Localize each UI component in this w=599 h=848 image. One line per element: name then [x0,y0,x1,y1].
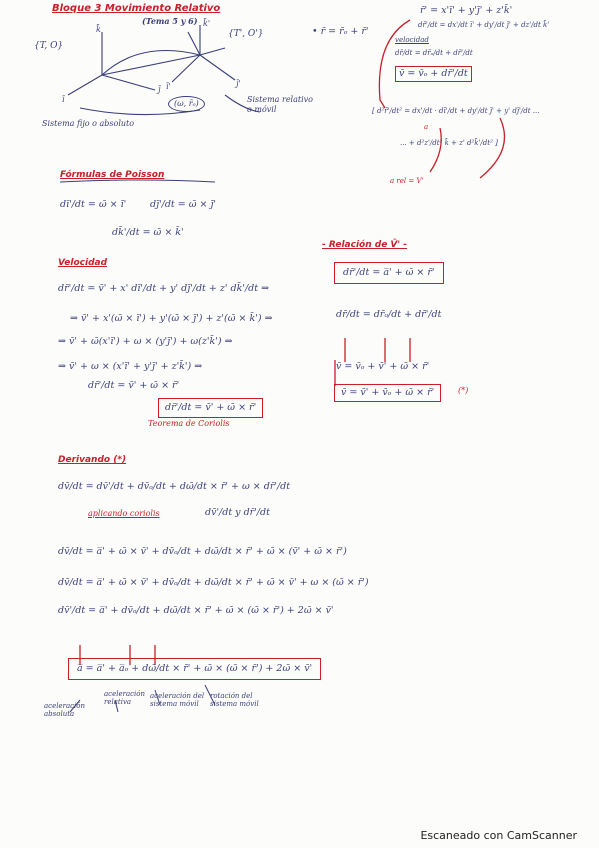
fixed-frame-label: {T, O} [34,41,64,51]
poisson-eq3: dk̄'/dt = ω̄ × k̄' [112,227,184,238]
derivando-line-3: dv̄/dt = a̅' + ω̄ × v̄' + dv̄ₒ/dt + dω̄/dt × r̄' + ω̄ × v̄' + ω × (ω̄ × r̄') [58,577,369,588]
axis-i2-line [172,55,200,82]
red-arrow-a [430,128,441,172]
omega-box: (ω, r̄ₒ) [168,96,205,112]
velocidad-title: Velocidad [58,258,108,268]
trajectory-curve [102,51,200,76]
note-rotacion: rotación del sistema móvil [210,692,259,709]
expand-line-1: [ d²r̄'/dt² = dx'/dt · dī'/dt + dy'/dt j̄' + y' dj̄'/dt ... [372,107,540,115]
v-eq: v̄ = v̄ₒ + dr̄'/dt [395,66,472,82]
relacion-mid: dr̄/dt = dr̄ₒ/dt + dr̄'/dt [336,309,442,320]
axis-k-label: k̄ [96,25,101,34]
derivando-final-boxed: a̅ = a̅' + a̅ₒ + dω̄/dt × r̄' + ω̄ × (ω̄ × r̄') + 2ω̄ × v̄' [68,658,321,680]
note-relativa: aceleración relativa [104,690,146,707]
teorema-label: Teorema de Coriolis [148,419,230,428]
aplicando-label: aplicando coriolis [88,509,160,518]
axis-extra-line [200,48,225,55]
axis-j-line [102,75,155,90]
aplicando-eq: dv̄'/dt y dr̄'/dt [205,507,270,518]
velocidad-line-1: dr̄'/dt = v̄' + x' dī'/dt + y' dj̄'/dt + z' dk̄'/dt ⇒ [58,283,270,294]
axis-i2-label: ī' [166,82,171,91]
relacion-title: - Relación de V̄' - [322,240,408,250]
scanner-watermark: Escaneado con CamScanner [420,829,577,842]
relacion-mark: (*) [458,386,469,395]
derivando-title: Derivando (*) [58,455,127,465]
omega-line [188,32,200,55]
velocidad-line-5: dr̄'/dt = v̄' + ω̄ × r̄' [88,380,180,391]
axis-i-label: ī [62,95,65,104]
note-sistema-movil: aceleración del sistema móvil [150,692,205,709]
label-vrel: a rel = V' [390,177,424,185]
axis-i-line [68,75,102,95]
velocidad-label: velocidad [395,36,429,44]
coriolis-boxed-eq: dr̄'/dt = v̄' + ω̄ × r̄' [158,398,263,418]
velocidad-line-4: ⇒ v̄' + ω × (x'ī' + y'j̄' + z'k̄') ⇒ [58,361,203,372]
axis-k2-label: k̄' [203,19,211,28]
poisson-eq2: dj̄'/dt = ω̄ × j̄' [150,199,217,210]
page-title: Bloque 3 Movimiento Relativo [52,3,221,14]
derivando-line-4: dv̄'/dt = a̅' + dv̄ₒ/dt + dω̄/dt × r̄' + ω̄ × (ω̄ × r̄') + 2ω̄ × v̄' [58,605,334,616]
velocidad-line-2: ⇒ v̄' + x'(ω̄ × ī') + y'(ω̄ × j̄') + z'(ω̄ × k̄') ⇒ [70,313,273,324]
moving-caption: Sistema relativo o móvil [247,95,313,114]
axis-j2-line [200,55,235,80]
relacion-boxed-bottom: v̄ = v̄' + v̄ₒ + ω̄ × r̄' [334,384,441,402]
poisson-eq1: dī'/dt = ω̄ × ī' [60,199,127,210]
dr-prime-eq: dr̄'/dt = dx'/dt ī' + dy'/dt j̄' + dz'/dt k̄' [418,21,550,29]
derivando-line-1: dv̄/dt = dv̄'/dt + dv̄ₒ/dt + dω̄/dt × r̄' + ω × dr̄'/dt [58,481,291,492]
r-sum-eq: • r̄ = r̄ₒ + r̄' [312,26,369,37]
relacion-boxed-top: dr̄'/dt = a̅' + ω̄ × r̄' [334,262,444,284]
expand-line-2: ... + d²z'/dt² k̄ + z' d²k̄'/dt² ] [400,139,498,147]
red-arrow-b [480,118,505,178]
r-prime-eq: r̄' = x'ī' + y'j̄' + z'k̄' [420,5,513,16]
page-subtitle: (Tema 5 y 6) [142,16,198,26]
axis-j2-label: j̄' [236,79,241,88]
fixed-caption: Sistema fijo o absoluto [42,119,135,128]
velocidad-line-3: ⇒ v̄' + ω̄(x'ī') + ω × (y'j̄') + ω(z'k̄') ⇒ [58,336,233,347]
moving-frame-label: {T', O'} [228,29,264,39]
dr-eq: dr̄/dt = dr̄ₒ/dt + dr̄'/dt [395,49,473,57]
poisson-underline [60,180,215,182]
note-absoluta: aceleración absoluta [44,702,86,719]
relacion-v-line: v̄ = v̄ₒ + v̄' + ω̄ × r̄' [336,361,430,372]
axis-j-label: j̄ [158,85,161,94]
position-vector [102,55,200,75]
red-arrow-top [379,20,410,108]
poisson-title: Fórmulas de Poisson [60,170,165,180]
derivando-line-2: dv̄/dt = a̅' + ω̄ × v̄' + dv̄ₒ/dt + dω̄/dt × r̄' + ω̄ × (v̄' + ω̄ × r̄') [58,546,347,557]
label-a: a [424,123,429,131]
